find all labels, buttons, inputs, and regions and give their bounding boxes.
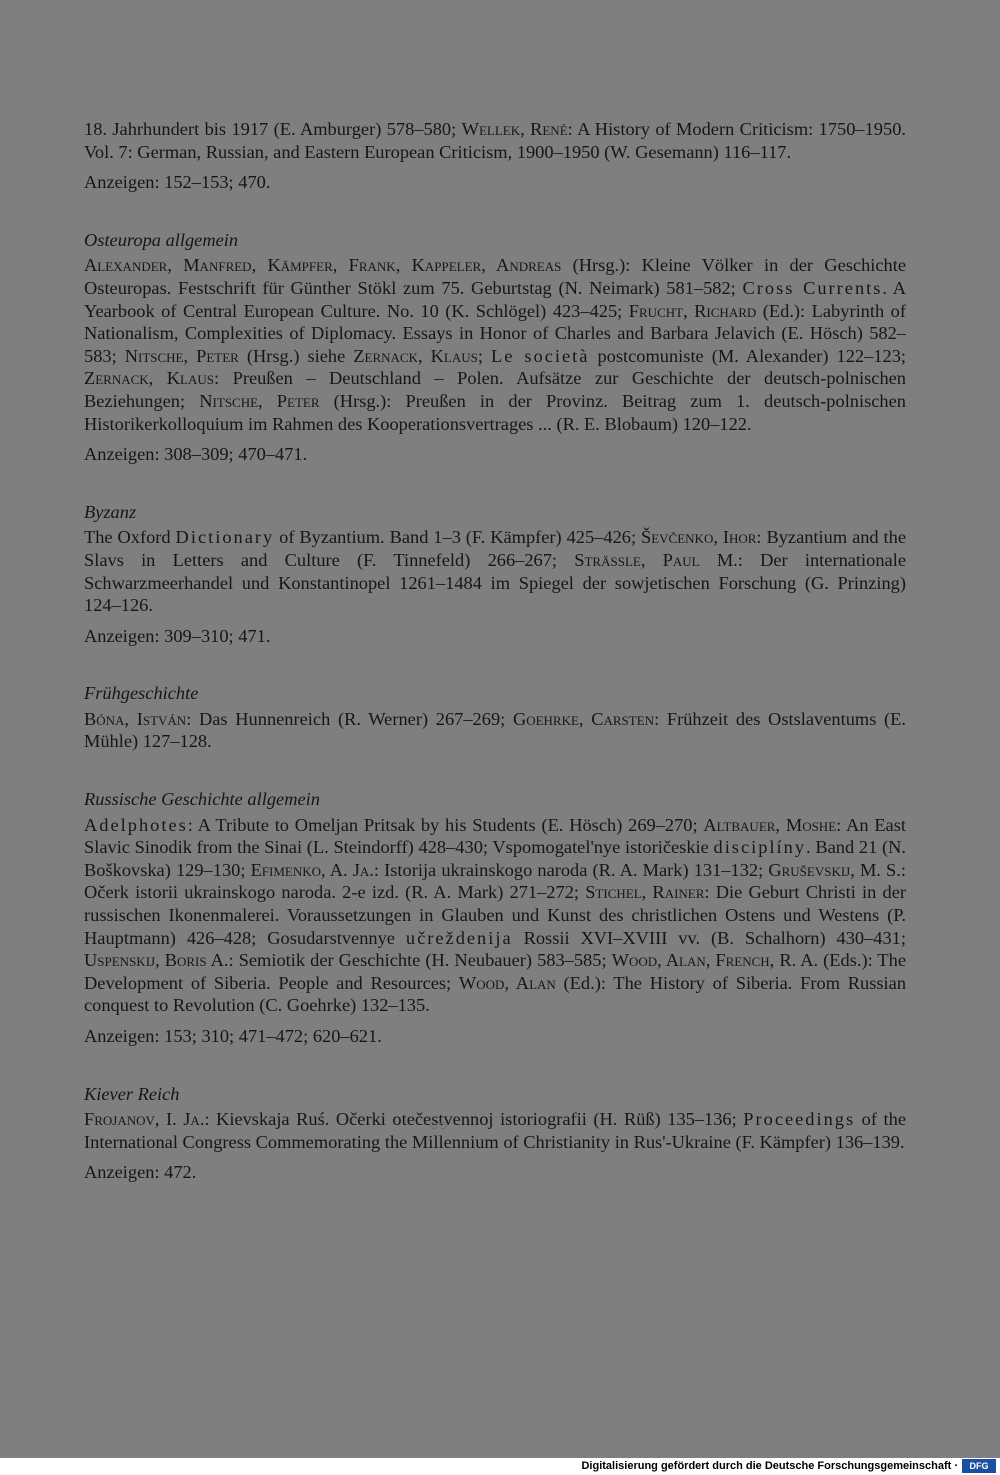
author-name: Efimenko, A. Ja. <box>250 859 374 880</box>
russisch-ads: Anzeigen: 153; 310; 471–472; 620–621. <box>84 1026 382 1046</box>
byzanz-ads: Anzeigen: 309–310; 471. <box>84 625 271 646</box>
spaced-title: učreždenija <box>405 927 513 948</box>
spaced-title: Proceedings <box>743 1109 856 1130</box>
author-name: Stichel, Rainer <box>585 882 705 903</box>
text-run: ; <box>477 345 491 366</box>
page-content <box>84 118 906 1184</box>
text-run: : Istorija ukrainskogo naroda (R. A. Mark) 131–132; <box>373 859 769 880</box>
pencil-mark <box>425 1115 453 1133</box>
russisch-paragraph <box>84 814 906 1017</box>
text-run: (Hrsg.): Kleine Völker in der Geschichte Osteuropas. Festschrift für Günther Stökl zum 75. Geburtstag (N. Neimark) 581–582; <box>84 255 907 298</box>
text-run: : An East Slavic Sinodik from the Sinai (L. Steindorff) 428–430; Vspomogatel'nye istoričeskie <box>84 814 906 858</box>
spaced-title: Le società <box>490 345 590 366</box>
author-name: Nitsche, Peter <box>199 390 320 411</box>
section-heading-fruehgeschichte: Frühgeschichte <box>84 683 199 704</box>
author-name: Zernack, Klaus <box>84 368 214 389</box>
kiever-ads: Anzeigen: 472. <box>84 1162 197 1183</box>
author-name: Alexander, Manfred, Kämpfer, Frank, Kappeler, Andreas <box>84 255 562 276</box>
author-name: Wood, Alan, French, R. A. <box>611 950 819 971</box>
spaced-title: Adelphotes <box>84 814 188 835</box>
section-heading-byzanz: Byzanz <box>84 501 137 522</box>
author-name: Nitsche, Peter <box>124 345 239 366</box>
text-run: : A History of Modern Criticism: 1750–1950. Vol. 7: German, Russian, and Eastern European Criticism, 1900–1950 (W. Gesemann) 116–117. <box>84 119 906 162</box>
dfg-logo: DFG <box>962 1459 996 1473</box>
text-run: . A Yearbook of Central European Culture. No. 10 (K. Schlögel) 423–425; <box>84 277 906 321</box>
text-run: : Preußen – Deutschland – Polen. Aufsätze zur Geschichte der deutsch-polnischen Beziehungen; <box>84 368 907 411</box>
spaced-title: Cross Currents <box>742 277 883 298</box>
text-run: of Byzantium. Band 1–3 (F. Kämpfer) 425–426; <box>274 527 641 548</box>
footer-bar <box>0 1458 1000 1475</box>
author-name: Wellek, René <box>461 119 568 139</box>
text-run: : Das Hunnenreich (R. Werner) 267–269; <box>186 708 513 729</box>
section-heading-kiever: Kiever Reich <box>84 1083 180 1104</box>
text-run: : Kievskaja Ruś. Očerki otečestvennoj istoriografii (H. Rüß) 135–136; <box>204 1109 744 1130</box>
text-run: Rossii XVI–XVIII vv. (B. Schalhorn) 430–431; <box>512 927 906 948</box>
author-name: Frucht, Richard <box>628 300 757 321</box>
text-run: The Oxford <box>84 527 176 548</box>
text-run: (Ed.): The History of Siberia. From Russian conquest to Revolution (C. Goehrke) 132–135. <box>84 972 907 1016</box>
text-run: 18. Jahrhundert bis 1917 (E. Amburger) 578–580; <box>84 119 462 139</box>
text-run: : Byzantium and the Slavs in Letters and Culture (F. Tinnefeld) 266–267; <box>84 527 907 570</box>
text-run: . Band 21 (N. Boškovska) 129–130; <box>84 837 906 880</box>
text-run: : Očerk istorii ukrainskogo naroda. 2-e izd. (R. A. Mark) 271–272; <box>84 859 906 903</box>
fruehgeschichte-paragraph <box>84 708 906 753</box>
intro-paragraph <box>84 118 906 163</box>
author-name: Altbauer, Moshe <box>703 814 837 835</box>
kiever-paragraph <box>84 1108 906 1153</box>
author-name: Bóna, István <box>84 708 187 729</box>
text-run: postcomuniste (M. Alexander) 122–123; <box>589 345 907 366</box>
text-run: (Eds.): The Development of Siberia. People and Resources; <box>84 950 906 993</box>
spaced-title: disciplíny <box>713 837 807 858</box>
section-heading-osteuropa: Osteuropa allgemein <box>84 229 239 250</box>
spaced-title: Dictionary <box>175 527 275 548</box>
osteuropa-ads: Anzeigen: 308–309; 470–471. <box>84 444 308 465</box>
author-name: Wood, Alan <box>458 972 556 993</box>
text-run: : Semiotik der Geschichte (H. Neubauer) 583–585; <box>228 950 612 971</box>
text-run: : Frühzeit des Ostslaventums (E. Mühle) 127–128. <box>84 708 906 752</box>
text-run: : Der internationale Schwarzmeerhandel und Konstantinopel 1261–1484 im Spiegel der sowjetischen Forschung (G. Prinzing) 124–126. <box>84 549 906 616</box>
intro-ads: Anzeigen: 152–153; 470. <box>84 172 271 193</box>
author-name: Uspenskij, Boris A. <box>84 950 229 971</box>
author-name: Strässle, Paul M. <box>574 549 738 570</box>
text-run: of the International Congress Commemorating the Millennium of Christianity in Rus'-Ukraine (F. Kämpfer) 136–139. <box>84 1109 906 1152</box>
section-heading-russisch: Russische Geschichte allgemein <box>84 789 320 810</box>
text-run: (Hrsg.) siehe <box>238 345 354 366</box>
text-run: : A Tribute to Omeljan Pritsak by his Students (E. Hösch) 269–270; <box>187 814 704 835</box>
author-name: Frojanov, I. Ja. <box>84 1109 205 1130</box>
text-run: : Die Geburt Christi in der russischen Ikonenmalerei. Voraussetzungen in Glauben und Kunst des christlichen Ostens und Westens (P. Hauptmann) 426–428; Gosudarstvennye <box>84 882 906 948</box>
osteuropa-paragraph <box>84 254 906 435</box>
author-name: Ševčenko, Ihor <box>641 527 757 548</box>
text-run: (Hrsg.): Preußen in der Provinz. Beitrag zum 1. deutsch-polnischen Historikerkolloquium im Rahmen des Kooperationsvertrages ... (R. E. Blobaum) 120–122. <box>84 390 906 434</box>
author-name: Zernack, Klaus <box>353 345 478 366</box>
author-name: Goehrke, Carsten <box>512 708 655 729</box>
text-run: (Ed.): Labyrinth of Nationalism, Complexities of Diplomacy. Essays in Honor of Charles and Barbara Jelavich (E. Hösch) 582–583; <box>84 300 907 366</box>
byzanz-paragraph <box>84 526 906 616</box>
author-name: Gruševskij, M. S. <box>768 859 901 880</box>
funding-notice: Digitalisierung gefördert durch die Deutsche Forschungsgemeinschaft · <box>581 1460 958 1472</box>
